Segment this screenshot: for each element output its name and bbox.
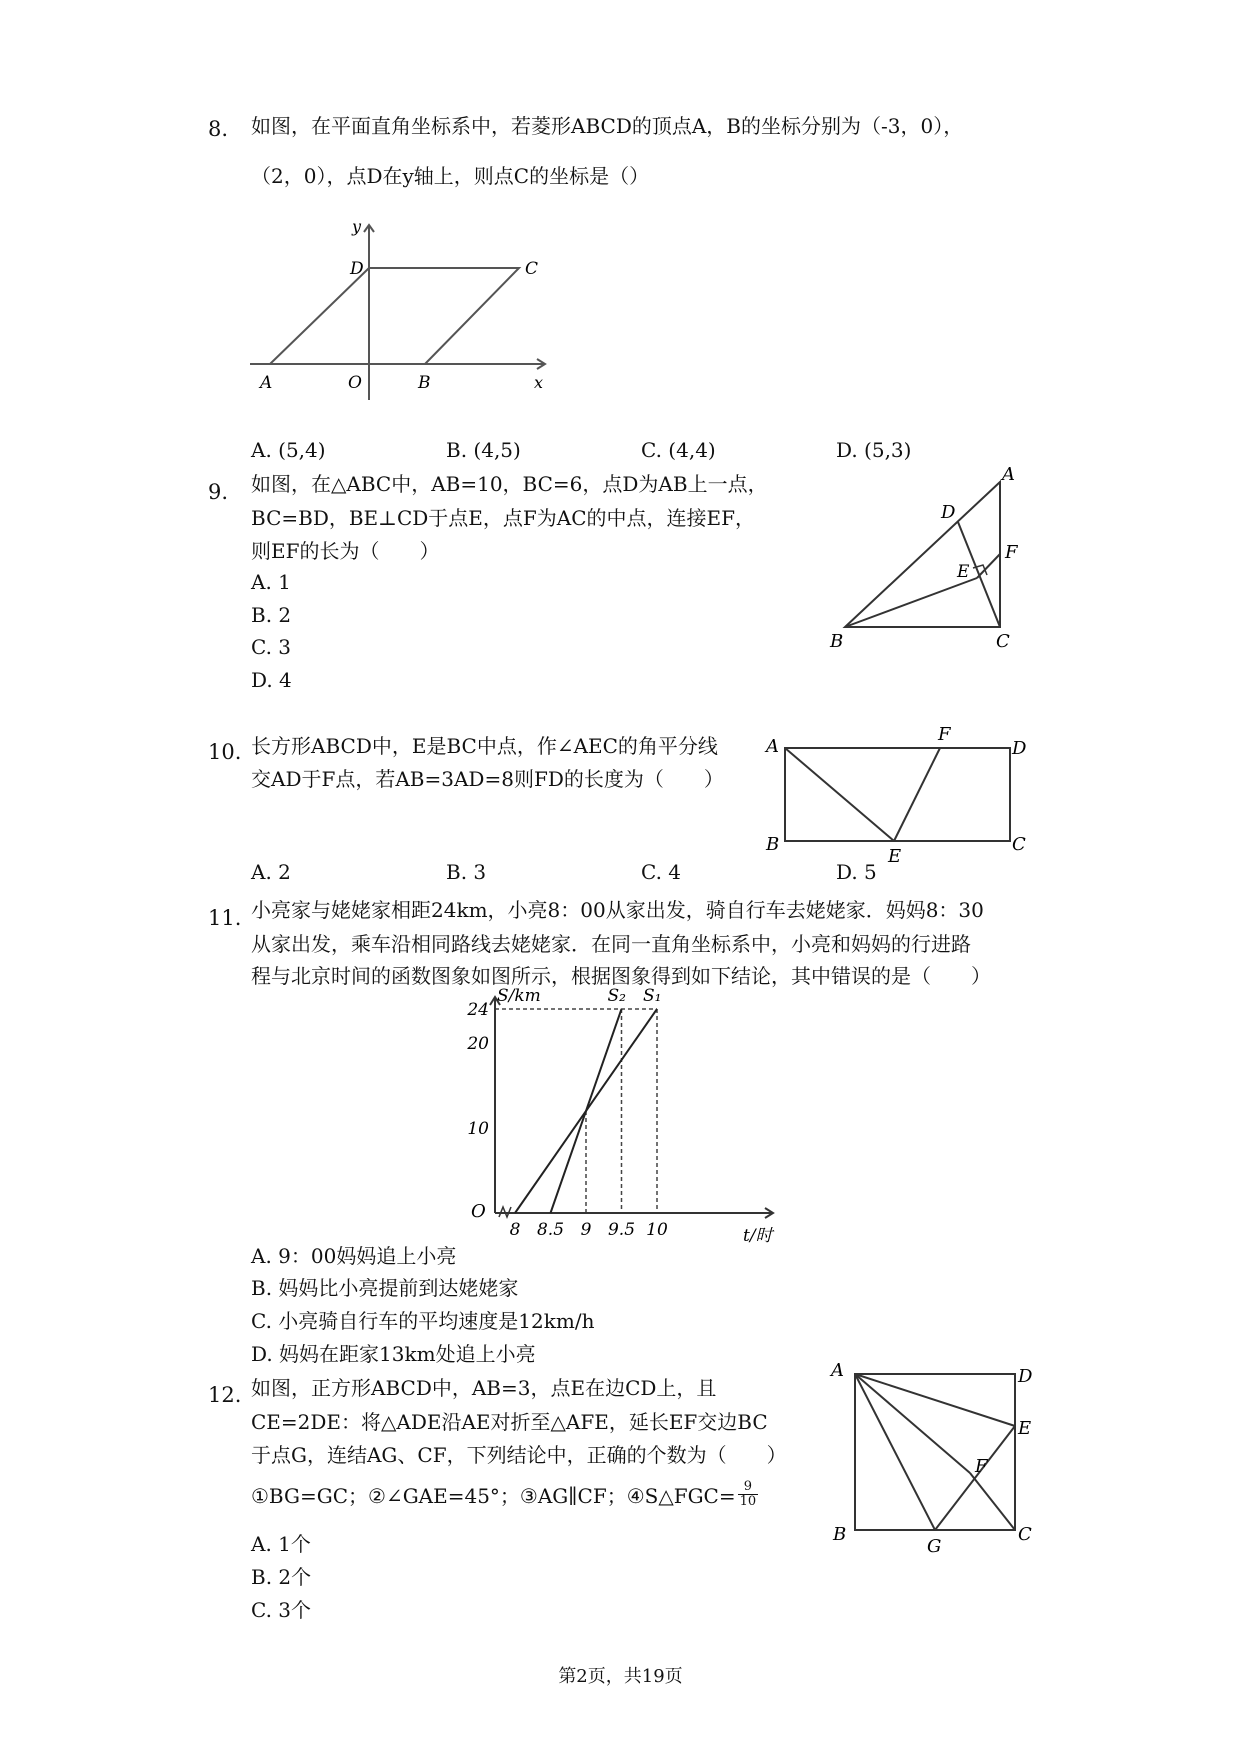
q9-label-B: B	[830, 631, 844, 652]
q8-option-a[interactable]: A. (5,4)	[251, 438, 326, 462]
q12-conclusions	[251, 1480, 758, 1509]
q8-label-B: B	[418, 373, 431, 393]
q8-number: 8.	[208, 117, 229, 141]
q8-text-line1: 如图，在平面直角坐标系中，若菱形ABCD的顶点A，B的坐标分别为（-3，0），	[251, 114, 964, 138]
q10-label-A: A	[766, 736, 779, 757]
y-tick-label: 10	[467, 1119, 489, 1139]
q9-label-F: F	[1005, 542, 1018, 563]
x-tick-label: 8.5	[536, 1220, 565, 1240]
q10-label-D: D	[1012, 738, 1027, 759]
q12-label-E: E	[1018, 1418, 1032, 1439]
q12-label-G: G	[927, 1536, 942, 1557]
q8-option-c[interactable]: C. (4,4)	[641, 438, 716, 462]
q12-label-D: D	[1018, 1366, 1033, 1387]
q12-fraction	[738, 1480, 759, 1509]
q11-option-b[interactable]: B. 妈妈比小亮提前到达姥姥家	[251, 1276, 519, 1300]
q11-option-a[interactable]: A. 9：00妈妈追上小亮	[251, 1244, 457, 1268]
x-tick-label: 8	[509, 1220, 521, 1240]
q8-label-C: C	[525, 259, 539, 279]
q8-option-b[interactable]: B. (4,5)	[446, 438, 521, 462]
q8-label-y: y	[352, 217, 362, 236]
q12-text-line1: 如图，正方形ABCD中，AB=3，点E在边CD上，且	[251, 1376, 717, 1400]
q12-label-A: A	[831, 1360, 844, 1381]
q9-label-C: C	[996, 631, 1010, 652]
x-axis-label: t/时	[743, 1226, 773, 1246]
x-tick-label: 9	[580, 1220, 592, 1240]
q8-text-line2: （2，0），点D在y轴上，则点C的坐标是（）	[251, 164, 650, 188]
q8-figure	[240, 210, 560, 395]
q12-option-a[interactable]: A. 1个	[251, 1532, 311, 1556]
q11-option-d[interactable]: D. 妈妈在距家13km处追上小亮	[251, 1342, 536, 1366]
q10-figure	[760, 722, 1045, 872]
q9-option-b[interactable]: B. 2	[251, 603, 292, 627]
q12-text-line2: CE=2DE：将△ADE沿AE对折至△AFE，延长EF交边BC	[251, 1410, 768, 1434]
q10-label-B: B	[766, 834, 780, 855]
q11-text-line3: 程与北京时间的函数图象如图所示，根据图象得到如下结论，其中错误的是（ ）	[251, 964, 991, 988]
q12-fraction-numerator: 9	[743, 1479, 753, 1494]
q11-text-line1: 小亮家与姥姥家相距24km，小亮8：00从家出发，骑自行车去姥姥家．妈妈8：30	[251, 898, 984, 922]
q10-text-line1: 长方形ABCD中，E是BC中点，作∠AEC的角平分线	[251, 734, 718, 758]
q10-text-line2: 交AD于F点，若AB=3AD=8则FD的长度为（ ）	[251, 767, 724, 791]
q9-label-A: A	[1002, 464, 1015, 485]
chart-guides	[495, 1009, 657, 1213]
y-tick-label: 24	[467, 1000, 489, 1020]
series-label-1: S₂	[607, 986, 626, 1006]
q9-label-D: D	[941, 502, 956, 523]
q11-chart	[455, 985, 785, 1246]
axis-break	[499, 1207, 511, 1217]
q10-option-d[interactable]: D. 5	[836, 860, 877, 884]
q9-text-line1: 如图，在△ABC中，AB=10，BC=6，点D为AB上一点，	[251, 472, 768, 496]
chart-labels	[466, 986, 774, 1246]
q8-label-D: D	[350, 259, 364, 279]
q9-figure	[815, 462, 1030, 652]
q10-option-b[interactable]: B. 3	[446, 860, 487, 884]
chart-axes	[490, 997, 773, 1218]
q8-option-d[interactable]: D. (5,3)	[836, 438, 912, 462]
page-footer: 第2页，共19页	[558, 1666, 683, 1687]
q12-label-F: F	[975, 1456, 988, 1477]
q10-number: 10.	[208, 740, 242, 764]
q11-option-c[interactable]: C. 小亮骑自行车的平均速度是12km/h	[251, 1309, 595, 1333]
q8-label-x: x	[534, 373, 544, 392]
y-tick-label: 20	[467, 1034, 489, 1054]
q12-number: 12.	[208, 1383, 242, 1407]
q11-number: 11.	[208, 906, 242, 930]
q12-label-C: C	[1018, 1524, 1032, 1545]
series-label-0: S₁	[643, 986, 662, 1006]
q11-text-line2: 从家出发，乘车沿相同路线去姥姥家．在同一直角坐标系中，小亮和妈妈的行进路	[251, 932, 971, 956]
q9-option-c[interactable]: C. 3	[251, 635, 292, 659]
origin-label: O	[471, 1201, 486, 1222]
q12-label-B: B	[833, 1524, 847, 1545]
q10-label-C: C	[1012, 834, 1026, 855]
q12-fraction-denominator: 10	[739, 1494, 757, 1509]
q10-label-E: E	[888, 846, 902, 867]
q12-option-c[interactable]: C. 3个	[251, 1598, 312, 1622]
x-tick-label: 9.5	[607, 1220, 636, 1240]
q9-option-a[interactable]: A. 1	[251, 570, 291, 594]
q9-text-line3: 则EF的长为（ ）	[251, 539, 440, 563]
q12-option-b[interactable]: B. 2个	[251, 1565, 312, 1589]
q9-text-line2: BC=BD，BE⊥CD于点E，点F为AC的中点，连接EF，	[251, 506, 756, 530]
q10-option-a[interactable]: A. 2	[251, 860, 291, 884]
q12-conclusions-text: ①BG=GC；②∠GAE=45°；③AG∥CF；④S△FGC=	[251, 1484, 736, 1508]
y-axis-label: S/km	[497, 986, 541, 1006]
q12-figure	[825, 1360, 1040, 1555]
q9-option-d[interactable]: D. 4	[251, 668, 292, 692]
q10-label-F: F	[938, 724, 951, 745]
q8-label-A: A	[260, 373, 273, 393]
x-tick-label: 10	[646, 1220, 668, 1240]
q9-number: 9.	[208, 480, 229, 504]
q8-label-O: O	[348, 373, 362, 393]
q12-text-line3: 于点G，连结AG、CF，下列结论中，正确的个数为（ ）	[251, 1443, 787, 1467]
q10-option-c[interactable]: C. 4	[641, 860, 682, 884]
q9-label-E: E	[957, 562, 970, 582]
